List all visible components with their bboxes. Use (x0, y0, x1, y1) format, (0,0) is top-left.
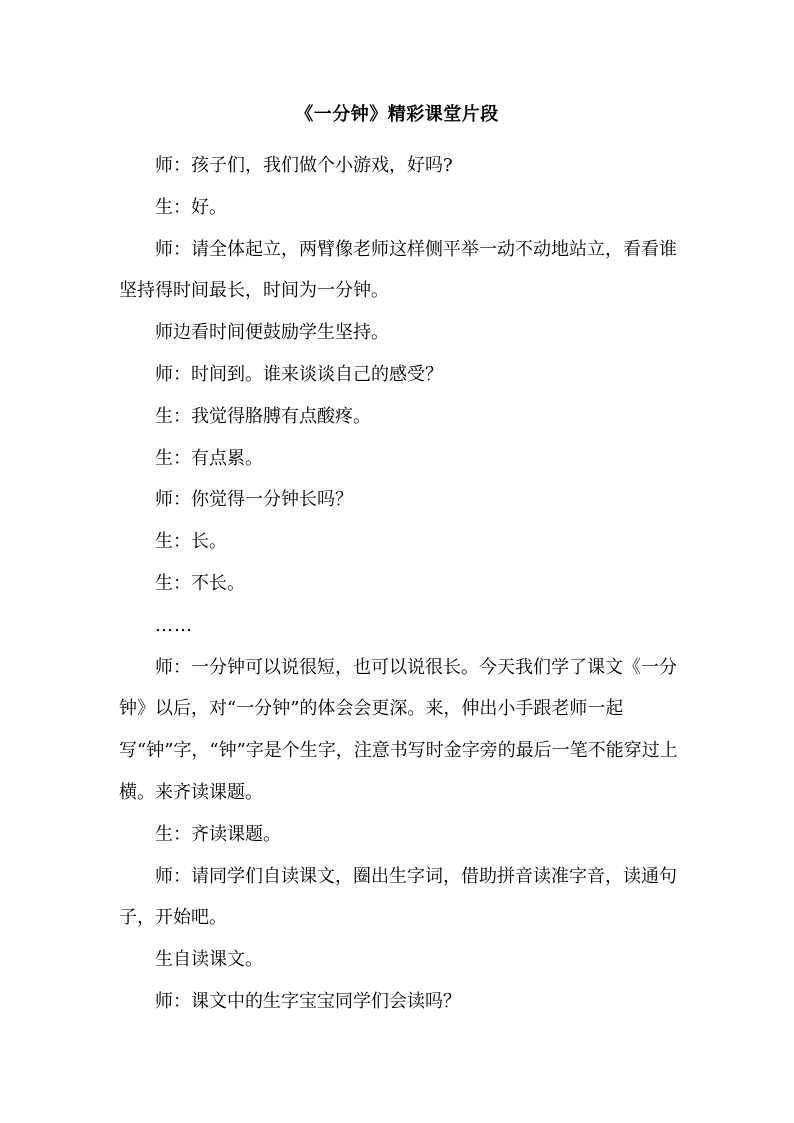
ellipsis-line: …… (155, 614, 193, 636)
document-title: 《一分钟》精彩课堂片段 (295, 104, 499, 125)
document-body (119, 145, 681, 1023)
paragraph-5: 师：时间到。谁来谈谈自己的感受？ (155, 363, 443, 385)
paragraph-14: 师：请同学们自读课文，圈出生字词，借助拼音读准字音，读通句子，开始吧。 (119, 865, 677, 929)
paragraph-13: 生：齐读课题。 (155, 823, 281, 845)
paragraph-4: 师边看时间便鼓励学生坚持。 (155, 322, 389, 344)
paragraph-7: 生：有点累。 (155, 447, 263, 469)
paragraph-15: 生自读课文。 (155, 949, 263, 971)
paragraph-8: 师：你觉得一分钟长吗？ (155, 489, 353, 511)
paragraph-16: 师：课文中的生字宝宝同学们会读吗？ (155, 990, 461, 1012)
paragraph-6: 生：我觉得胳膊有点酸疼。 (155, 405, 371, 427)
paragraph-12: 师：一分钟可以说很短，也可以说很长。今天我们学了课文《一分钟》以后，对“一分钟”的体会会更深。来，伸出小手跟老师一起写“钟”字，“钟”字是个生字，注意书写时金字旁的最后一笔不能穿过上横。来齐读课题。 (119, 656, 678, 803)
paragraph-3: 师：请全体起立，两臂像老师这样侧平举一动不动地站立，看看谁坚持得时间最长，时间为一分钟。 (119, 238, 677, 302)
paragraph-2: 生：好。 (155, 196, 227, 218)
paragraph-9: 生：长。 (155, 531, 227, 553)
paragraph-1: 师：孩子们，我们做个小游戏，好吗? (155, 155, 453, 176)
paragraph-10: 生：不长。 (155, 572, 245, 594)
